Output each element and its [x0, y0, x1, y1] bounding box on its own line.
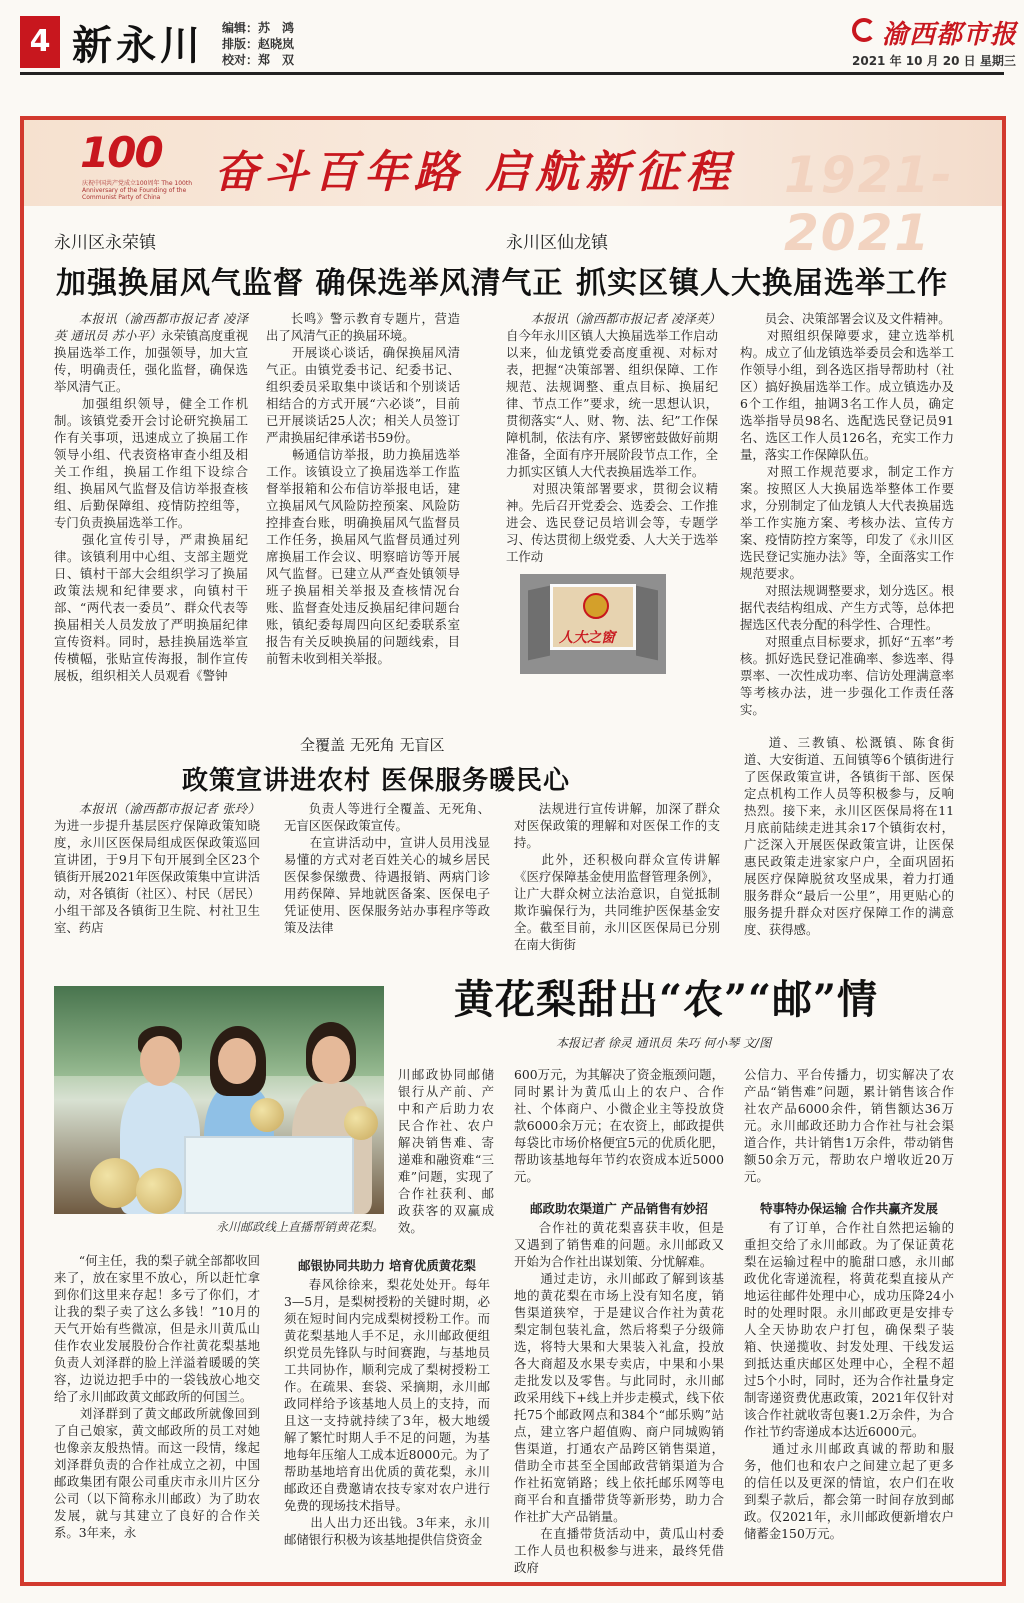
- left-shutter: [528, 586, 550, 661]
- article2-byline: 本报讯（渝西都市报记者 凌泽英）: [530, 311, 721, 326]
- article1-byline: 本报讯（渝西都市报记者 凌泽英 通讯员 苏小平）: [54, 311, 248, 343]
- article3-byline: 本报讯（渝西都市报记者 张玲）: [78, 801, 260, 816]
- article2-body-1: 自今年永川区镇人大换届选举工作启动以来，仙龙镇党委高度重视、对标对表，把握“决策部署、组织保障、工作规范、法规调整、重点目标、换届纪律、节点工作”要求，统一思想认识，贯彻落实“人、财、物、法、纪”工作保障机制，依法有序、紧锣密鼓做好前期准备，全面有序开展阶段节点工作，全力抓实区镇人大代表换届选举工作。 对照决策部署要求，贯彻会议精神。先后召开党委会、选委会、工作推进会、选民登记员培训会等，专题学习、传达贯彻上级党委、人大关于选举工作动: [506, 328, 719, 564]
- article4-intro: 川邮政协同邮储银行从产前、产中和产后助力农民合作社、农户解决销售难、寄递难和融资难“三难”问题，实现了合作社获利、邮政获客的双赢成效。: [398, 1067, 494, 1235]
- pear-2: [136, 1168, 182, 1214]
- article4-subhead-3: 特事特办保运输 合作共赢齐发展: [760, 1201, 938, 1216]
- article1-column-1: [54, 310, 248, 690]
- window-label: 人大之窗: [559, 630, 615, 646]
- pear-4: [344, 1106, 378, 1140]
- photo-man-face: [140, 1036, 180, 1086]
- article4-body-1: “何主任，我的梨子就全部都收回来了，放在家里不放心，所以赶忙拿到你们这里来存起！多亏了你们，才让我的梨子卖了这么多钱！”10月的天气开始有些微凉，但是永川黄瓜山佳作农业发展股份合作社黄花梨基地负责人刘泽群的脸上洋溢着暖暖的笑容，边说边把手中的一袋钱放心地交给了永川邮政黄文邮政所的何国兰。 刘泽群到了黄文邮政所就像回到了自己娘家，黄文邮政所的员工对她也像亲友般热情。而这一段情，缘起刘泽群负责的合作社成立之初，中国邮政集团有限公司重庆市永川片区分公司（以下简称永川邮政）为了助农发展，就与其建立了良好的合作关系。3年来，永: [54, 1253, 261, 1540]
- article4-column-4: [744, 1066, 954, 1566]
- page-number: 4: [20, 16, 60, 68]
- article2-headline: 抓实区镇人大换届选举工作: [576, 266, 948, 301]
- newspaper-name: 渝西都市报: [882, 20, 1018, 50]
- masthead-rule: [20, 72, 1004, 75]
- article4-subhead-1: 邮银协同共助力 培育优质黄花梨: [298, 1258, 476, 1273]
- proofreader-line: 校对：郑 双: [222, 53, 295, 67]
- banner-slogan: 奋斗百年路 启航新征程: [214, 147, 736, 198]
- article4-body-3b: 合作社的黄花梨喜获丰收，但是又遇到了销售难的问题。永川邮政又开始为合作社出谋划策、分忧解难。 通过走访，永川邮政了解到该基地的黄花梨在市场上没有知名度，销售渠道狭窄，于是建议合作社为黄花梨定制包装礼盒，然后将梨子分级筛选，将特大果和大果装入礼盒，投放各大商超及水果专卖店，中果和小果走批发以及零售。与此同时，永川邮政采用线下+线上并步走模式，线下依托75个邮政网点和384个“邮乐购”站点，建立客户超值购、商户同城购销售渠道，打通农产品跨区销售渠道，借助全市甚至全国邮政营销渠道为合作社拓宽销路；线上依托邮乐网等电商平台和直播带货等新形势，助力合作社扩大产品销量。 在直播带货活动中，黄瓜山村委工作人员也积极参与进来，最终凭借政府: [514, 1220, 725, 1575]
- article2-kicker: 永川区仙龙镇: [506, 233, 608, 253]
- article4-body-4b: 有了订单，合作社自然把运输的重担交给了永川邮政。为了保证黄花梨在运输过程中的脆甜口感，永川邮政优化寄递流程，将黄花梨直接从产地运往邮件处理中心，成功压降24小时的处理时限。永川邮政更是安排专人全天协助农户打包，确保梨子装箱、快递揽收、封发处理、干线发运到抵达重庆邮区处理中心，全程不超过5个小时，同时，还为合作社量身定制寄递资费优惠政策，2021年仅针对该合作社就收寄包裹1.2万余件，为合作社节约寄递成本达近6000元。 通过永川邮政真诚的帮助和服务，他们也和农户之间建立起了更多的信任以及更深的情谊，农户们在收到梨子款后，都会第一时间存放到邮政。仅2021年，永川邮政便新增农户储蓄金150万元。: [744, 1220, 955, 1541]
- editor-credits: [222, 20, 294, 68]
- emblem-caption: 庆祝中国共产党成立100周年 The 100th Anniversary of the Founding of the Communist Party of China: [82, 180, 193, 201]
- article1-kicker: 永川区永荣镇: [54, 233, 156, 253]
- pear-3: [250, 1098, 284, 1132]
- article3-body-2: 负责人等进行全覆盖、无死角、无盲区医保政策宣传。 在宣讲活动中，宣讲人员用浅显易懂的方式对老百姓关心的城乡居民医保参保缴费、待遇报销、两病门诊用药保障、异地就医备案、医保电子凭证使用、医保服务站办事程序等政策及法律: [284, 801, 491, 935]
- emblem-number: 100: [80, 128, 162, 177]
- photo-woman-right-face: [312, 1036, 350, 1084]
- npc-window-illustration: [520, 574, 666, 674]
- gift-box: [184, 1136, 354, 1214]
- article3-column-1: [54, 800, 260, 935]
- article1-body-1: 永荣镇高度重视换届选举工作，加强领导，加大宣传，明确责任，强化监督，确保选举风清气正。 加强组织领导，健全工作机制。该镇党委开会讨论研究换届工作有关事项，迅速成立了换届工作领导小组、代表资格审查小组及相关工作组，换届工作组下设综合组、换届风气监督及信访举报查核组、后勤保障组、疫情防控组等，专门负责换届选举工作。 强化宣传引导，严肃换届纪律。该镇利用中心组、支部主题党日、镇村干部大会组织学习了换届政策法规和纪律要求，向镇村干部、“两代表一委员”、群众代表等换届相关人员发放了严明换届纪律宣传资料。同时，悬挂换届选举宣传横幅，张贴宣传海报，制作宣传展板，组织相关人员观看《警钟: [54, 328, 249, 683]
- article3-body-1: 为进一步提升基层医疗保障政策知晓度，永川区医保局组成医保政策巡回宣讲团，于9月下旬开展到全区23个镇街开展2021年医保政策集中宣讲活动，对各镇街（社区）、村民（居民）小组干部及各镇街卫生院、村社卫生室、药店: [54, 818, 260, 935]
- article4-column-1: [54, 1252, 260, 1566]
- article4-body-3a: 600万元，为其解决了资金瓶颈问题，同时累计为黄瓜山上的农户、合作社、个体商户、小微企业主等投放贷款6000余万元；在农资上，邮政提供每袋比市场价格便宜5元的优质化肥，帮助该基地每年节约农资成本近5000元。: [514, 1067, 724, 1184]
- article3-body-3: 法规进行宣传讲解，加深了群众对医保政策的理解和对医保工作的支持。 此外，还积极向群众宣传讲解《医疗保障基金使用监督管理条例》，让广大群众树立法治意识，自觉抵制欺诈骗保行为，共同维护医保基金安全。截至目前，永川区医保局已分别在南大街街: [514, 801, 721, 952]
- section-title: 新永川: [72, 22, 204, 69]
- article2-column-1: [506, 310, 721, 564]
- article1-column-2: [266, 310, 460, 690]
- article3-column-3: [514, 800, 721, 952]
- article4-headline: 黄花梨甜出“农”“邮”情: [454, 976, 879, 1023]
- photo-caption: 永川邮政线上直播帮销黄花梨。: [215, 1220, 384, 1234]
- window-pane: [550, 584, 636, 650]
- centenary-emblem: [80, 128, 200, 201]
- pear-1: [90, 1158, 140, 1208]
- article4-body-2: 春风徐徐来，梨花处处开。每年3—5月，是梨树授粉的关键时期，必须在短时间内完成梨树授粉工作。而黄花梨基地人手不足，永川邮政便组织党员先锋队与时间赛跑，与基地员工共同协作，顺利完成了梨树授粉工作。在疏果、套袋、采摘期，永川邮政同样给予该基地人员上的支持，而且这一支持就持续了3年，极大地缓解了繁忙时期人手不足的问题，为基地每年压缩人工成本近8000元。为了帮助基地培育出优质的黄花梨，永川邮政还自费邀请农技专家对农户进行免费的现场技术指导。 出人出力还出钱。3年来，永川邮储银行积极为该基地提供信贷资金: [284, 1277, 490, 1547]
- livestream-photo: [54, 986, 384, 1214]
- article4-subhead-2: 邮政助农渠道广 产品销售有妙招: [530, 1201, 708, 1216]
- article3-kicker: 全覆盖 无死角 无盲区: [300, 736, 445, 754]
- article3-headline: 政策宣讲进农村 医保服务暖民心: [182, 766, 571, 796]
- newspaper-logo-icon: [852, 18, 876, 42]
- national-emblem-icon: [583, 593, 609, 619]
- article4-byline: 本报记者 徐灵 通讯员 朱巧 何小琴 文/图: [556, 1036, 772, 1050]
- article2-column-2: [740, 310, 955, 717]
- banner-years: 1921-2021: [784, 146, 954, 262]
- article1-headline: 加强换届风气监督 确保选举风清气正: [56, 266, 564, 301]
- article2-body-2: 员会、决策部署会议及文件精神。 对照组织保障要求，建立选举机构。成立了仙龙镇选举委员会和选举工作领导小组，到各选区指导帮助村（社区）搞好换届选举工作。成立镇选办及6个工作组，抽调3名工作人员，确定选举指导员98名、选配选民登记员91名、选区工作人员126名，充实工作力量，落实工作保障队伍。 对照工作规范要求，制定工作方案。按照区人大换届选举整体工作要求，分别制定了仙龙镇人大代表换届选举工作实施方案、考核办法、宣传方案、疫情防控方案等，印发了《永川区选民登记实施办法》等，全面落实工作规范要求。 对照法规调整要求，划分选区。根据代表结构组成、产生方式等，总体把握选区代表分配的科学性、合理性。 对照重点目标要求，抓好“五率”考核。抓好选民登记准确率、参选率、得票率、一次性成功率、信访处理满意率等考核办法，进一步强化工作责任落实。: [740, 311, 955, 717]
- article3-column-4: [744, 734, 954, 937]
- layout-line: 排版：赵晓岚: [222, 37, 295, 51]
- editor-line: 编辑：苏 鸿: [222, 21, 295, 35]
- issue-date: 2021 年 10 月 20 日 星期三: [852, 54, 1016, 68]
- article3-column-2: [284, 800, 491, 935]
- masthead: [0, 0, 1024, 76]
- right-shutter: [636, 586, 658, 661]
- article3-body-4: 道、三教镇、松溉镇、陈食街道、大安街道、五间镇等6个镇街进行了医保政策宣讲，各镇街干部、医保定点机构工作人员等积极参与，反响热烈。接下来，永川区医保局将在11月底前陆续走进其余17个镇街农村，广泛深入开展医保政策宣讲，让医保惠民政策走进家家户户，全面巩固拓展医疗保障脱贫攻坚成果，着力打通服务群众“最后一公里”，用更贴心的服务提升群众对医疗保障工作的满意度、获得感。: [744, 735, 954, 937]
- article4-body-4a: 公信力、平台传播力，切实解决了农产品“销售难”问题，累计销售该合作社农产品6000余件，销售额达36万元。永川邮政还助力合作社与社会渠道合作，共计销售1万余件，带动销售额50余万元，帮助农户增收近20万元。: [744, 1067, 954, 1184]
- article1-body-2: 长鸣》警示教育专题片，营造出了风清气正的换届环境。 开展谈心谈话，确保换届风清气正。由镇党委书记、纪委书记、组织委员采取集中谈话和个别谈话相结合的方式开展“六必谈”，目前已开展谈话25人次；相关人员签订严肃换届纪律承诺书59份。 畅通信访举报，助力换届选举工作。该镇设立了换届选举工作监督举报箱和公布信访举报电话，建立换届风气风险防控预案、风险防控排查台账，明确换届风气监督员工作任务，换届风气监督员通过列席换届工作会议、明察暗访等开展风气监督。已建立从严查处镇领导班子换届相关举报及查核情况台账、监督查处违反换届纪律问题台账，镇纪委每周四向区纪委联系室报告有关反映换届的问题线索，目前暂未收到相关举报。: [266, 311, 461, 666]
- photo-woman-face: [218, 1038, 256, 1084]
- article4-intro-column: [398, 1066, 494, 1242]
- article4-column-3: [514, 1066, 725, 1575]
- article4-column-2: [284, 1252, 490, 1566]
